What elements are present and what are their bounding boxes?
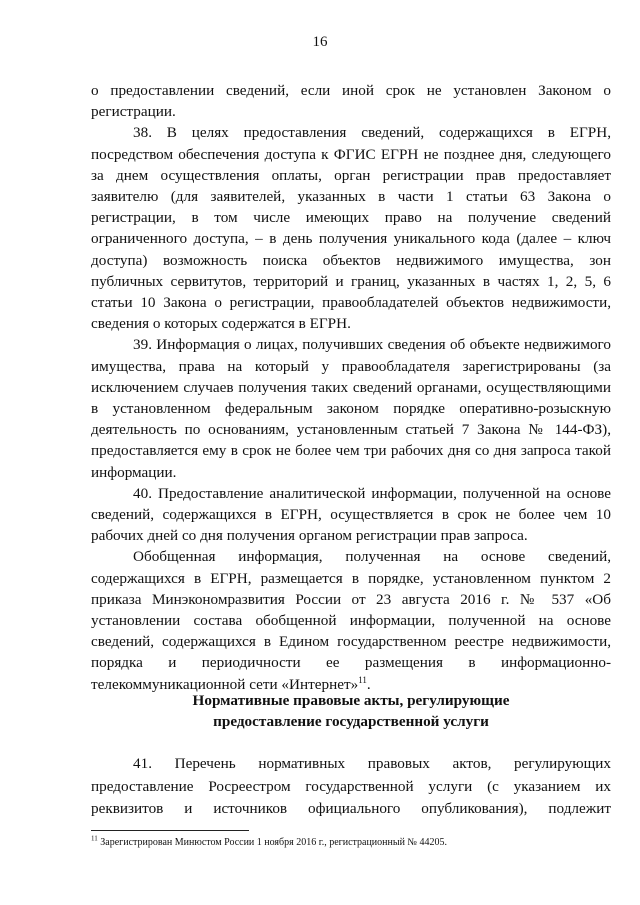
page-number: 16 (312, 34, 328, 50)
section-heading-line-1: Нормативные правовые акты, регулирующие (192, 692, 510, 709)
paragraph-generalized-end: . (366, 675, 371, 693)
paragraph-generalized-info (91, 546, 611, 694)
paragraph-41: 41. Перечень нормативных правовых актов, регулирующих предоставление Росреестром государственной услуги (с указанием их реквизитов и источников официального опубликования), подлежит (91, 755, 611, 817)
paragraph-40: 40. Предоставление аналитической информации, полученной на основе сведений, содержащихся в ЕГРН, осуществляется в срок не более чем 10 рабочих дней со дня получения органом регистрации прав запроса. (91, 484, 611, 545)
footnote-mark: 11 (91, 834, 98, 843)
paragraph-38: 38. В целях предоставления сведений, содержащихся в ЕГРН, посредством обеспечения доступа к ФГИС ЕГРН не позднее дня, следующего за днем осуществления оплаты, орган регистрации прав предоставляет заявителю (для заявителей, указанных в части 1 статьи 63 Закона о регистрации, в том числе имеющих право на получение сведений ограниченного доступа, – в день получения уникального кода (далее – ключ доступа) возможность поиска объектов недвижимого имущества, зон публичных сервитутов, территорий и границ, указанных в частях 1, 2, 5, 6 статьи 10 Закона о регистрации, правообладателей объектов недвижимости, сведения о которых содержатся в ЕГРН. (91, 124, 611, 333)
footnote-divider (91, 830, 249, 831)
footnote-text: Зарегистрирован Минюстом России 1 ноября 2016 г., регистрационный № 44205. (97, 837, 447, 848)
footnote (91, 836, 611, 849)
paragraph-generalized-text: Обобщенная информация, полученная на основе сведений, содержащихся в ЕГРН, размещается в порядке, установленном пунктом 2 приказа Минэкономразвития России от 23 августа 2016 г. № 537 «Об установлении состава обобщенной информации, полученной на основе сведений, содержащихся в Едином государственном реестре недвижимости, порядка и периодичности ее размещения в информационно-телекоммуникационной сети «Интернет» (91, 548, 611, 693)
section-heading-line-2: предоставление государственной услуги (213, 712, 489, 730)
paragraph-continuation: о предоставлении сведений, если иной срок не установлен Законом о регистрации. (91, 82, 611, 121)
section-heading (91, 691, 611, 732)
document-body (91, 80, 611, 695)
footnote-reference: 11 (358, 674, 367, 685)
paragraph-39: 39. Информация о лицах, получивших сведения об объекте недвижимого имущества, права на который у правообладателя зарегистрированы (за исключением случаев получения таких сведений органами, осуществляющими в установленном федеральным законом порядке оперативно-розыскную деятельность по основаниям, установленным статьей 7 Закона № 144-ФЗ), предоставляется ему в срок не более чем три рабочих дня со дня запроса такой информации. (91, 336, 611, 481)
